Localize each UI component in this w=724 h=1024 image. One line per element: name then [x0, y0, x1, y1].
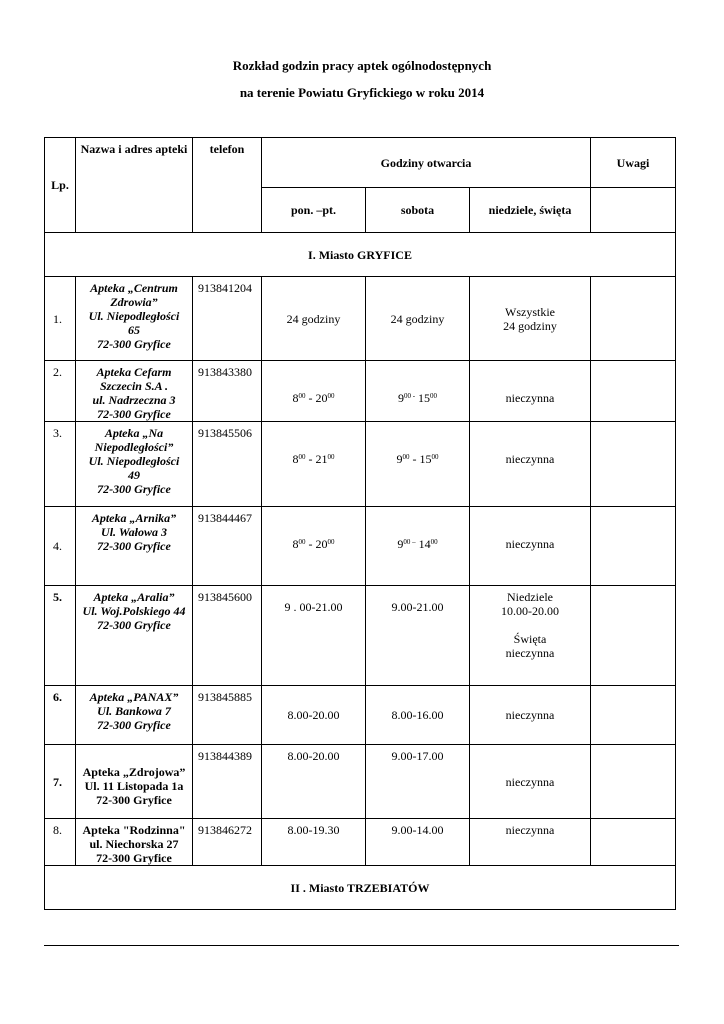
hours-sunday: nieczynna [470, 361, 591, 422]
notes-cell [591, 507, 676, 586]
header-lp: Lp. [45, 138, 76, 233]
phone-cell: 913844389 [193, 745, 262, 819]
hours-weekdays: 8.00-20.00 [262, 686, 366, 745]
notes-cell [591, 277, 676, 361]
phone-cell: 913844467 [193, 507, 262, 586]
pharmacy-name: Apteka „PANAX” Ul. Bankowa 7 72-300 Gryfice [76, 686, 193, 745]
hours-saturday: 8.00-16.00 [366, 686, 470, 745]
notes-cell [591, 745, 676, 819]
hours-saturday: 9.00-21.00 [366, 586, 470, 686]
phone-cell: 913845506 [193, 422, 262, 507]
hours-sunday: Niedziele 10.00-20.00 Święta nieczynna [470, 586, 591, 686]
table-row [45, 586, 676, 686]
row-number: 5. [45, 586, 76, 686]
header-sunday: niedziele, święta [470, 188, 591, 233]
header-hours: Godziny otwarcia [262, 138, 591, 188]
hours-saturday: $9^{00 -}$ $14^{00}$ [366, 507, 470, 586]
hours-weekdays: $8^{00} - 20^{00}$ [262, 507, 366, 586]
section-trzebiatow: II . Miasto TRZEBIATÓW [45, 866, 676, 910]
header-phone: telefon [193, 138, 262, 233]
hours-weekdays: 8.00-20.00 [262, 745, 366, 819]
pharmacy-name: Apteka Cefarm Szczecin S.A . ul. Nadrzeczna 3 72-300 Gryfice [76, 361, 193, 422]
table-row [45, 745, 676, 819]
hours-weekdays: $8^{00} - 20^{00}$ [262, 361, 366, 422]
row-number: 1. [45, 277, 76, 361]
phone-cell: 913846272 [193, 819, 262, 866]
notes-cell [591, 686, 676, 745]
hours-saturday: $9^{00} - 15^{00}$ [366, 422, 470, 507]
hours-sunday: nieczynna [470, 422, 591, 507]
row-number: 4. [45, 507, 76, 586]
hours-sunday: nieczynna [470, 745, 591, 819]
hours-saturday: $9^{00 -}$ $15^{00}$ [366, 361, 470, 422]
row-number: 3. [45, 422, 76, 507]
header-notes: Uwagi [591, 138, 676, 188]
header-name: Nazwa i adres apteki [76, 138, 193, 233]
hours-saturday: 9.00-17.00 [366, 745, 470, 819]
header-notes-empty [591, 188, 676, 233]
row-number: 6. [45, 686, 76, 745]
hours-weekdays: 8.00-19.30 [262, 819, 366, 866]
notes-cell [591, 422, 676, 507]
row-number: 8. [45, 819, 76, 866]
hours-sunday: nieczynna [470, 819, 591, 866]
pharmacy-schedule-table [44, 137, 676, 910]
notes-cell [591, 361, 676, 422]
table-row [45, 422, 676, 507]
document-subtitle: na terenie Powiatu Gryfickiego w roku 2014 [239, 85, 485, 100]
hours-sunday: nieczynna [470, 686, 591, 745]
header-row [45, 138, 676, 188]
phone-cell: 913843380 [193, 361, 262, 422]
pharmacy-name: Apteka „Zdrojowa” Ul. 11 Listopada 1a 72-300 Gryfice [76, 745, 193, 819]
row-number: 2. [45, 361, 76, 422]
header-weekdays: pon. –pt. [262, 188, 366, 233]
pharmacy-name: Apteka „Centrum Zdrowia” Ul. Niepodległości 65 72-300 Gryfice [76, 277, 193, 361]
hours-sunday: Wszystkie 24 godziny [470, 277, 591, 361]
table-row [45, 819, 676, 866]
document-title: Rozkład godzin pracy aptek ogólnodostępnych [232, 58, 492, 73]
pharmacy-name: Apteka „Arnika” Ul. Wałowa 3 72-300 Gryfice [76, 507, 193, 586]
hours-sunday: nieczynna [470, 507, 591, 586]
section-row [45, 866, 676, 910]
header-saturday: sobota [366, 188, 470, 233]
table-row [45, 361, 676, 422]
notes-cell [591, 586, 676, 686]
hours-weekdays: $8^{00} - 21^{00}$ [262, 422, 366, 507]
phone-cell: 913845600 [193, 586, 262, 686]
hours-weekdays: 24 godziny [262, 277, 366, 361]
section-gryfice: I. Miasto GRYFICE [45, 233, 676, 277]
pharmacy-name: Apteka „Aralia” Ul. Woj.Polskiego 44 72-300 Gryfice [76, 586, 193, 686]
pharmacy-name: Apteka „Na Niepodległości” Ul. Niepodległości 49 72-300 Gryfice [76, 422, 193, 507]
phone-cell: 913845885 [193, 686, 262, 745]
section-row [45, 233, 676, 277]
table-row [45, 686, 676, 745]
footer-divider [44, 945, 679, 946]
hours-saturday: 9.00-14.00 [366, 819, 470, 866]
row-number: 7. [45, 745, 76, 819]
hours-weekdays: 9 . 00-21.00 [262, 586, 366, 686]
notes-cell [591, 819, 676, 866]
phone-cell: 913841204 [193, 277, 262, 361]
table-row [45, 277, 676, 361]
hours-saturday: 24 godziny [366, 277, 470, 361]
table-row [45, 507, 676, 586]
pharmacy-name: Apteka "Rodzinna" ul. Niechorska 27 72-300 Gryfice [76, 819, 193, 866]
